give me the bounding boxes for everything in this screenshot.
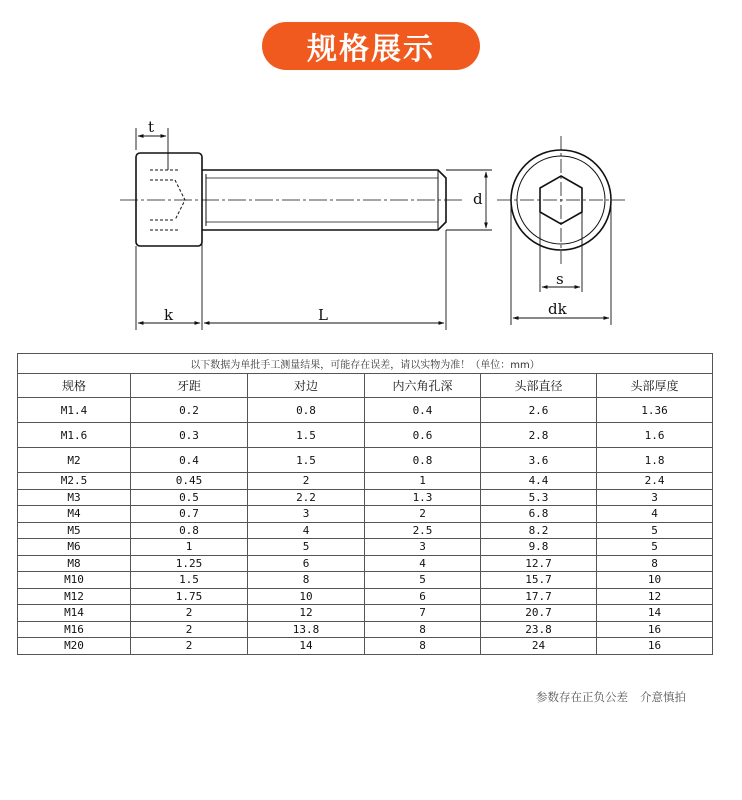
table-cell: 8 [597, 555, 713, 572]
col-header: 规格 [18, 374, 131, 398]
table-cell: 0.7 [131, 506, 248, 523]
table-note: 以下数据为单批手工测量结果，可能存在误差，请以实物为准！（单位：mm） [18, 354, 713, 374]
table-row [18, 398, 713, 423]
table-cell: 12.7 [481, 555, 597, 572]
table-cell: M16 [18, 621, 131, 638]
table-cell: 1 [131, 539, 248, 556]
table-cell: M2.5 [18, 473, 131, 490]
table-cell: 6 [248, 555, 365, 572]
table-cell: M1.4 [18, 398, 131, 423]
dim-label-L: L [318, 306, 328, 324]
table-cell: 14 [248, 638, 365, 655]
table-cell: 0.8 [365, 448, 481, 473]
table-cell: 5 [365, 572, 481, 589]
table-cell: 8.2 [481, 522, 597, 539]
table-cell: 1.6 [597, 423, 713, 448]
table-row [18, 448, 713, 473]
dim-label-dk: dk [548, 300, 567, 318]
table-row [18, 489, 713, 506]
bolt-technical-drawing [0, 0, 742, 345]
table-cell: 3 [248, 506, 365, 523]
col-header: 头部直径 [481, 374, 597, 398]
table-cell: 1.75 [131, 588, 248, 605]
table-cell: 2.4 [597, 473, 713, 490]
table-cell: 16 [597, 638, 713, 655]
table-row [18, 506, 713, 523]
col-header: 头部厚度 [597, 374, 713, 398]
table-cell: 4 [597, 506, 713, 523]
col-header: 内六角孔深 [365, 374, 481, 398]
table-cell: 20.7 [481, 605, 597, 622]
table-row [18, 621, 713, 638]
table-cell: 23.8 [481, 621, 597, 638]
table-cell: 3 [597, 489, 713, 506]
table-cell: M4 [18, 506, 131, 523]
table-cell: M12 [18, 588, 131, 605]
table-cell: 12 [248, 605, 365, 622]
table-cell: 1.5 [131, 572, 248, 589]
table-row [18, 555, 713, 572]
table-cell: 17.7 [481, 588, 597, 605]
table-cell: 10 [248, 588, 365, 605]
table-cell: 5.3 [481, 489, 597, 506]
table-cell: 7 [365, 605, 481, 622]
table-cell: 15.7 [481, 572, 597, 589]
table-cell: 1.3 [365, 489, 481, 506]
table-cell: 0.2 [131, 398, 248, 423]
table-cell: 2 [131, 621, 248, 638]
table-cell: 6 [365, 588, 481, 605]
table-cell: M5 [18, 522, 131, 539]
table-cell: 1.5 [248, 423, 365, 448]
table-cell: 0.4 [131, 448, 248, 473]
table-cell: 1.8 [597, 448, 713, 473]
table-cell: 3.6 [481, 448, 597, 473]
dim-label-k: k [164, 306, 174, 324]
table-cell: 0.8 [131, 522, 248, 539]
table-cell: 9.8 [481, 539, 597, 556]
table-row [18, 539, 713, 556]
col-header: 牙距 [131, 374, 248, 398]
table-cell: 5 [597, 522, 713, 539]
table-cell: 1 [365, 473, 481, 490]
table-cell: 5 [248, 539, 365, 556]
table-cell: 4 [365, 555, 481, 572]
table-cell: 8 [248, 572, 365, 589]
table-cell: M14 [18, 605, 131, 622]
dim-label-t: t [148, 118, 155, 136]
table-cell: 0.6 [365, 423, 481, 448]
table-row [18, 588, 713, 605]
table-cell: 8 [365, 638, 481, 655]
table-cell: M6 [18, 539, 131, 556]
table-cell: 14 [597, 605, 713, 622]
table-cell: 6.8 [481, 506, 597, 523]
table-cell: 5 [597, 539, 713, 556]
spec-table-body [18, 398, 713, 655]
table-cell: 16 [597, 621, 713, 638]
table-cell: M8 [18, 555, 131, 572]
table-cell: 2 [131, 605, 248, 622]
table-cell: 4 [248, 522, 365, 539]
table-cell: M10 [18, 572, 131, 589]
table-cell: 2 [248, 473, 365, 490]
page-title: 规格展示 [262, 22, 480, 70]
bolt-drawing-svg [0, 0, 742, 345]
spec-table [17, 353, 713, 655]
caution-note: 介意慎拍 [640, 690, 686, 704]
table-cell: 1.25 [131, 555, 248, 572]
dim-label-d: d [473, 190, 483, 208]
table-cell: 0.5 [131, 489, 248, 506]
col-header: 对边 [248, 374, 365, 398]
bolt-head-outline [136, 153, 202, 246]
table-cell: 0.4 [365, 398, 481, 423]
table-row [18, 522, 713, 539]
footnote [536, 689, 686, 705]
table-cell: M20 [18, 638, 131, 655]
table-cell: 1.5 [248, 448, 365, 473]
table-cell: 2.5 [365, 522, 481, 539]
table-cell: 24 [481, 638, 597, 655]
table-cell: 4.4 [481, 473, 597, 490]
table-cell: 2 [365, 506, 481, 523]
table-cell: 12 [597, 588, 713, 605]
table-row [18, 473, 713, 490]
table-cell: M1.6 [18, 423, 131, 448]
tolerance-note: 参数存在正负公差 [536, 690, 628, 704]
table-cell: 2.2 [248, 489, 365, 506]
table-cell: 10 [597, 572, 713, 589]
table-cell: 13.8 [248, 621, 365, 638]
table-cell: 2.8 [481, 423, 597, 448]
table-cell: M3 [18, 489, 131, 506]
table-row [18, 572, 713, 589]
table-row [18, 638, 713, 655]
table-cell: 2 [131, 638, 248, 655]
table-row [18, 423, 713, 448]
table-cell: 0.8 [248, 398, 365, 423]
table-cell: 2.6 [481, 398, 597, 423]
table-cell: 0.3 [131, 423, 248, 448]
table-cell: 8 [365, 621, 481, 638]
table-row [18, 605, 713, 622]
table-cell: 0.45 [131, 473, 248, 490]
table-cell: 1.36 [597, 398, 713, 423]
table-cell: M2 [18, 448, 131, 473]
table-cell: 3 [365, 539, 481, 556]
dim-label-s: s [556, 270, 564, 288]
